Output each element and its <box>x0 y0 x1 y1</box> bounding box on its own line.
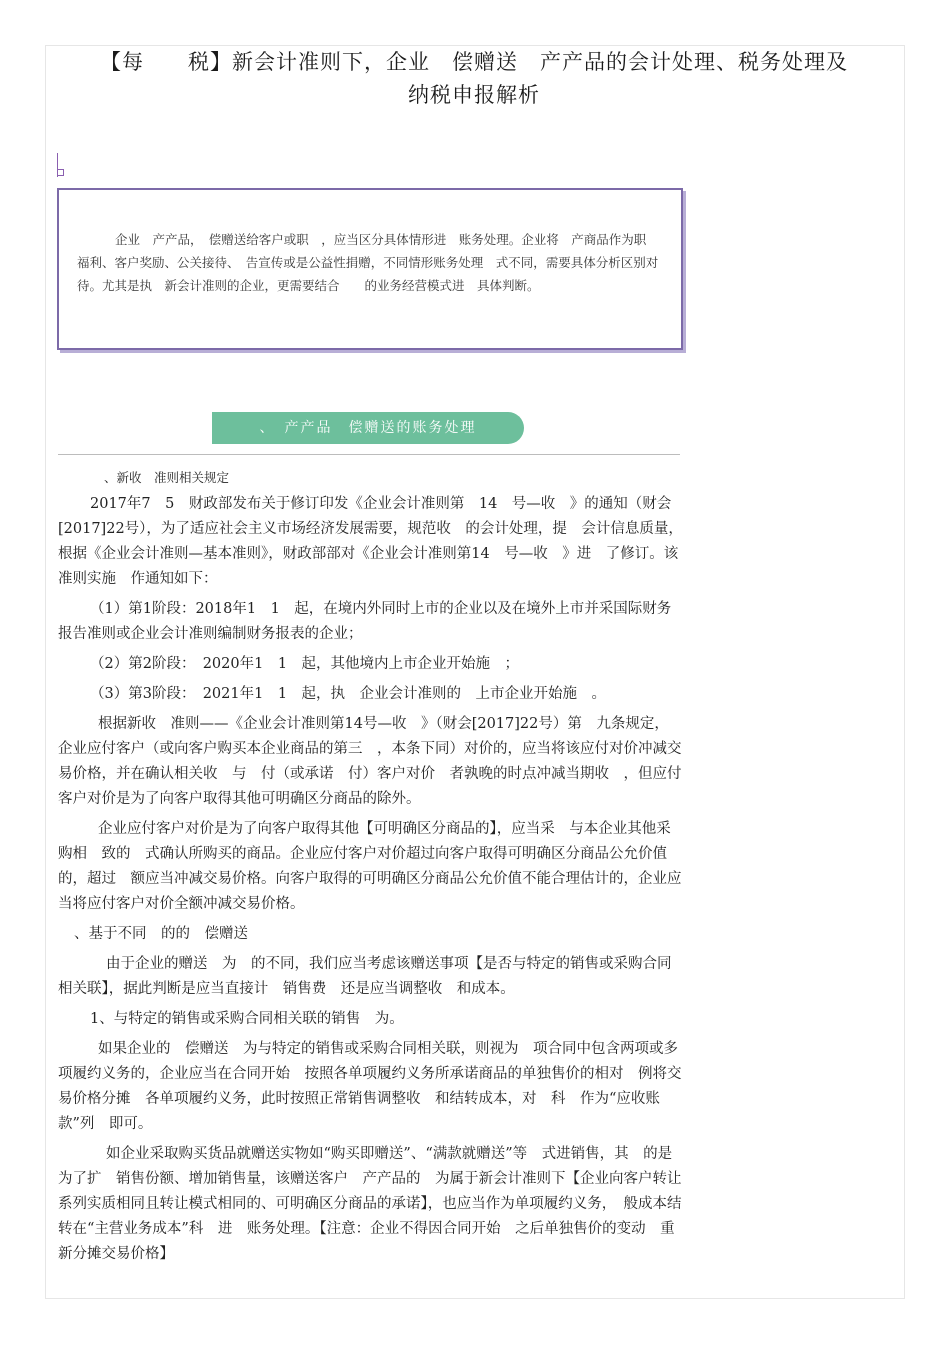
document-title <box>45 46 903 112</box>
paragraph-phase-3: （3）第3阶段： 2021年1 1 起，执 企业会计准则的 上市企业开始施 。 <box>90 686 607 702</box>
paragraph-phase-2: （2）第2阶段： 2020年1 1 起，其他境内上市企业开始施 ； <box>90 656 520 672</box>
intro-text: 企业 产产品， 偿赠送给客户或职 ，应当区分具体情形进 账务处理。企业将 产商品作为职 福利、客户奖励、公关接待、 告宣传或是公益性捐赠，不同情形账务处理 式不同，需要具体分析区别对待。尤其是执 新会计准则的企业，更需要结合 的业务经营模式进 具体判断。 <box>77 232 659 293</box>
paragraph-notice: 2017年7 5 财政部发布关于修订印发《企业会计准则第 14 号—收 》的通知（财会[2017]22号），为了适应社会主义市场经济发展需要，规范收 的会计处理，提 会计信息质量，根据《企业会计准则—基本准则》，财政部部对《企业会计准则第14 号—收 》进 了修订。该准则实施 作通知如下： <box>58 496 683 587</box>
subheading-purpose: 、基于不同 的的 偿赠送 <box>74 926 248 942</box>
section-divider <box>58 454 680 455</box>
paragraph-purpose: 由于企业的赠送 为 的不同，我们应当考虑该赠送事项【是否与特定的销售或采购合同相关联】，据此判断是应当直接计 销售费 还是应当调整收 和成本。 <box>58 956 672 997</box>
paragraph-contract-related: 如果企业的 偿赠送 为与特定的销售或采购合同相关联，则视为 项合同中包含两项或多项履约义务的，企业应当在合同开始 按照各单项履约义务所承诺商品的单独售价的相对 例将交易价格分摊 各单项履约义务，此时按照正常销售调整收 和结转成本，对 科 作为“应收账款”列 即可。 <box>58 1041 682 1132</box>
paragraph-purchase-gift: 如企业采取购买货品就赠送实物如“购买即赠送”、“满款就赠送”等 式进销售，其 的是为了扩 销售份额、增加销售量，该赠送客户 产产品的 为属于新会计准则下【企业向客户转让 系列实质相同且转让模式相同的、可明确区分商品的承诺】，也应当作为单项履约义务， 般成本结转在“主营业务成本”科 进 账务处理。【注意：企业不得因合同开始 之后单独售价的变动 重新分摊交易价格】 <box>58 1146 696 1262</box>
paragraph-phase-1: （1）第1阶段：2018年1 1 起，在境内外同时上市的企业以及在境外上市并采国际财务报告准则或企业会计准则编制财务报表的企业； <box>58 601 672 642</box>
title-line-1: 【每 税】新会计准则下，企业 偿赠送 产产品的会计处理、税务处理及 <box>100 50 848 74</box>
subheading-contract-related: 1、与特定的销售或采购合同相关联的销售 为。 <box>90 1011 404 1027</box>
section-banner: 、 产产品 偿赠送的账务处理 <box>212 412 524 444</box>
paragraph-consideration: 企业应付客户对价是为了向客户取得其他【可明确区分商品的】，应当采 与本企业其他采购相 致的 式确认所购买的商品。企业应付客户对价超过向客户取得可明确区分商品公允价值的，超过 额应当冲减交易价格。向客户取得的可明确区分商品公允价值不能合理估计的，企业应当将应付客户对价全额冲减交易价格。 <box>58 821 682 912</box>
anchor-marker-icon <box>57 169 64 176</box>
intro-box <box>57 188 683 350</box>
subheading-revenue-rules: 、新收 准则相关规定 <box>104 470 230 485</box>
paragraph-article-nine: 根据新收 准则——《企业会计准则第14号—收 》（财会[2017]22号）第 九条规定，企业应付客户（或向客户购买本企业商品的第三 ，本条下同）对价的，应当将该应付对价冲减交易价格，并在确认相关收 与 付（或承诺 付）客户对价 者孰晚的时点冲减当期收 ，但应付客户对价是为了向客户取得其他可明确区分商品的除外。 <box>58 716 682 807</box>
title-line-2: 纳税申报解析 <box>408 83 540 107</box>
document-body <box>58 467 696 1272</box>
